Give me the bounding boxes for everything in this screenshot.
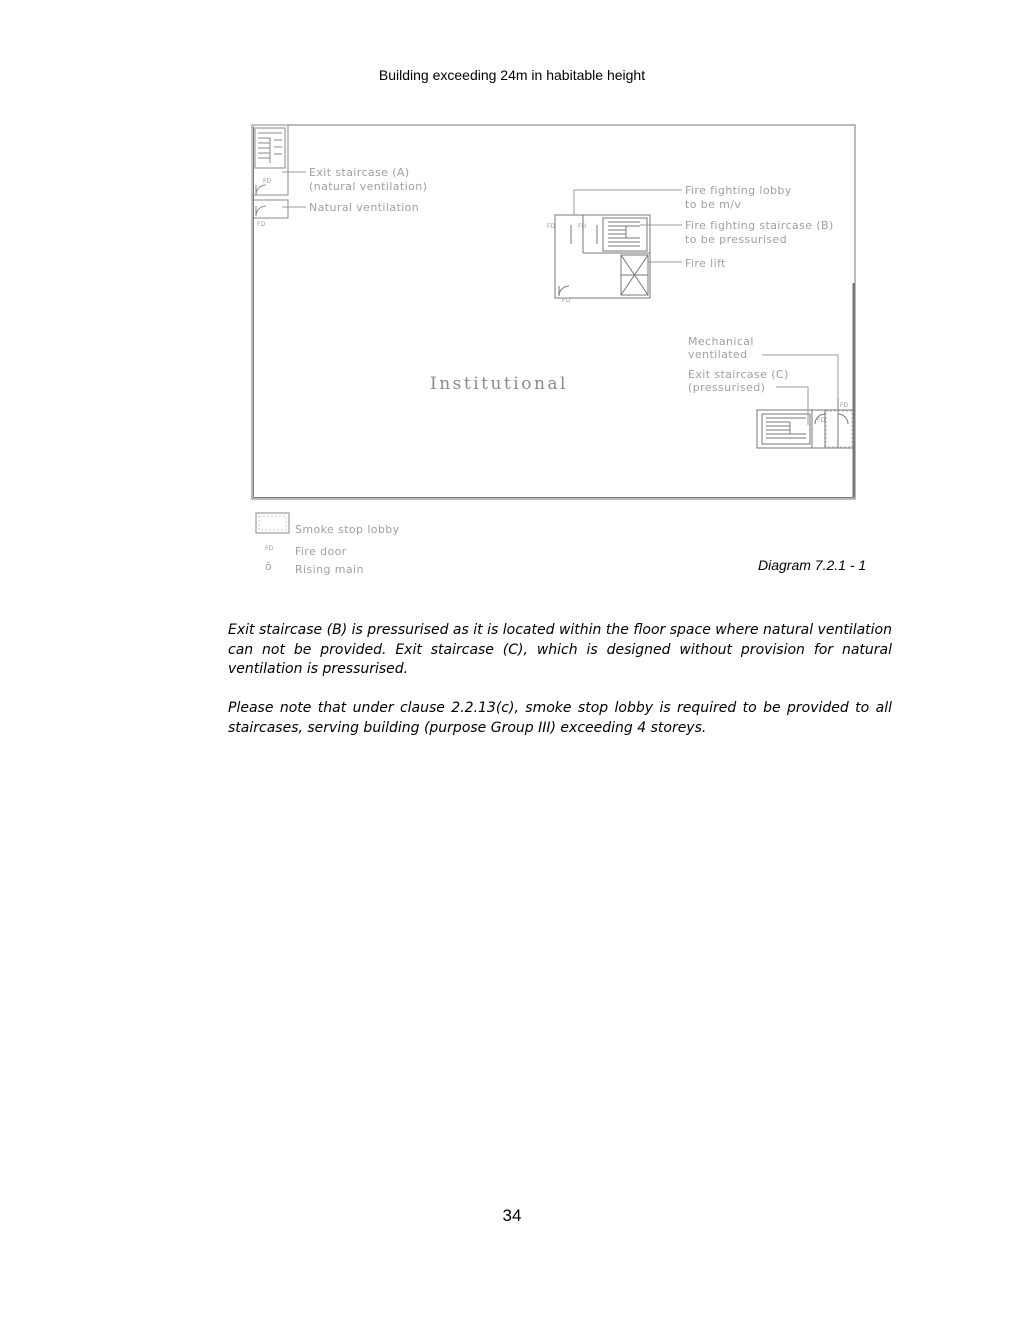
label-fire-fighting-staircase-b-note: to be pressurised: [685, 233, 788, 246]
fd-symbol-b1: FD: [547, 223, 556, 230]
page-heading: Building exceeding 24m in habitable height: [378, 67, 646, 83]
diagram-caption: Diagram 7.2.1 - 1: [758, 557, 867, 573]
label-exit-staircase-a: Exit staircase (A): [309, 166, 410, 179]
fd-symbol-b2: FD: [578, 223, 587, 230]
floor-plan-diagram: [0, 0, 1024, 600]
exit-staircase-c: [757, 398, 853, 448]
leaders-a: [282, 172, 306, 207]
fd-symbol-b3: FD: [562, 297, 571, 304]
fire-fighting-core: [555, 215, 650, 298]
legend-rising-main: Rising main: [295, 563, 364, 576]
legend: [256, 513, 400, 576]
smoke-stop-lobby-c: [826, 411, 852, 447]
body-paragraph-1: Exit staircase (B) is pressurised as it is located within the floor space where natural ventilation can not be provided. Exit staircase (C), which is designed without provision for natural ventilation is pressurised.: [228, 622, 892, 677]
label-institutional: Institutional: [430, 374, 568, 394]
label-exit-staircase-a-note: (natural ventilation): [309, 180, 428, 193]
legend-smoke-stop-lobby: Smoke stop lobby: [295, 523, 400, 536]
fd-symbol-c2: FD: [817, 417, 826, 424]
label-fire-fighting-staircase-b: Fire fighting staircase (B): [685, 219, 834, 232]
body-paragraph-2: Please note that under clause 2.2.13(c), smoke stop lobby is required to be provided to all staircases, serving building (purpose Group III) exceeding 4 storeys.: [228, 700, 892, 736]
fd-symbol-a2: FD: [257, 221, 266, 228]
fd-symbol-a1: FD: [263, 178, 272, 185]
label-fire-fighting-lobby: Fire fighting lobby: [685, 184, 792, 197]
label-mechanical: Mechanical: [688, 335, 754, 348]
legend-fire-door: Fire door: [295, 545, 347, 558]
label-exit-staircase-c-note: (pressurised): [688, 381, 766, 394]
page-number: 34: [502, 1206, 522, 1225]
legend-rising-main-symbol: ŏ: [265, 560, 273, 573]
legend-fire-door-symbol: FD: [265, 545, 274, 552]
label-natural-ventilation: Natural ventilation: [309, 201, 420, 214]
label-ventilated: ventilated: [688, 348, 748, 361]
fd-symbol-c1: FD: [840, 402, 849, 409]
label-fire-lift: Fire lift: [685, 257, 726, 270]
label-exit-staircase-c: Exit staircase (C): [688, 368, 789, 381]
label-fire-fighting-lobby-note: to be m/v: [685, 198, 742, 211]
